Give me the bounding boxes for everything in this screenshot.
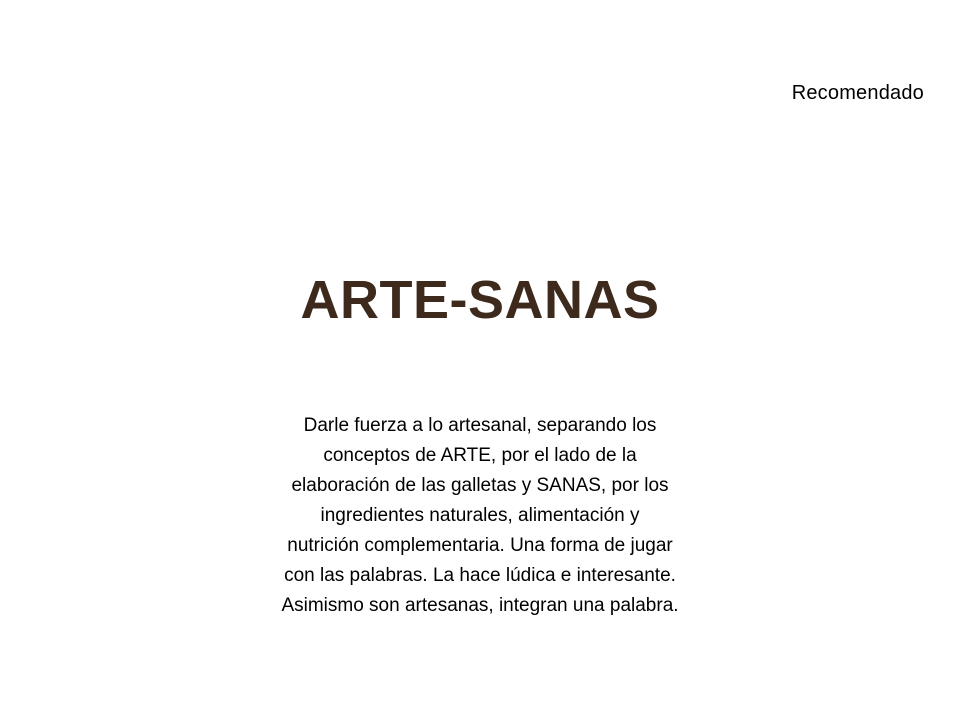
slide-title: ARTE-SANAS xyxy=(300,270,660,330)
body-line: elaboración de las galletas y SANAS, por los xyxy=(291,475,669,496)
body-line: Darle fuerza a lo artesanal, separando los xyxy=(303,415,657,436)
body-line: nutrición complementaria. Una forma de jugar xyxy=(287,535,673,556)
body-line: ingredientes naturales, alimentación y xyxy=(320,505,640,526)
recommended-label: Recomendado xyxy=(791,82,924,104)
body-line: conceptos de ARTE, por el lado de la xyxy=(323,445,637,466)
body-line: Asimismo son artesanas, integran una palabra. xyxy=(281,595,679,616)
slide-body xyxy=(230,411,730,621)
body-line: con las palabras. La hace lúdica e interesante. xyxy=(284,565,676,586)
